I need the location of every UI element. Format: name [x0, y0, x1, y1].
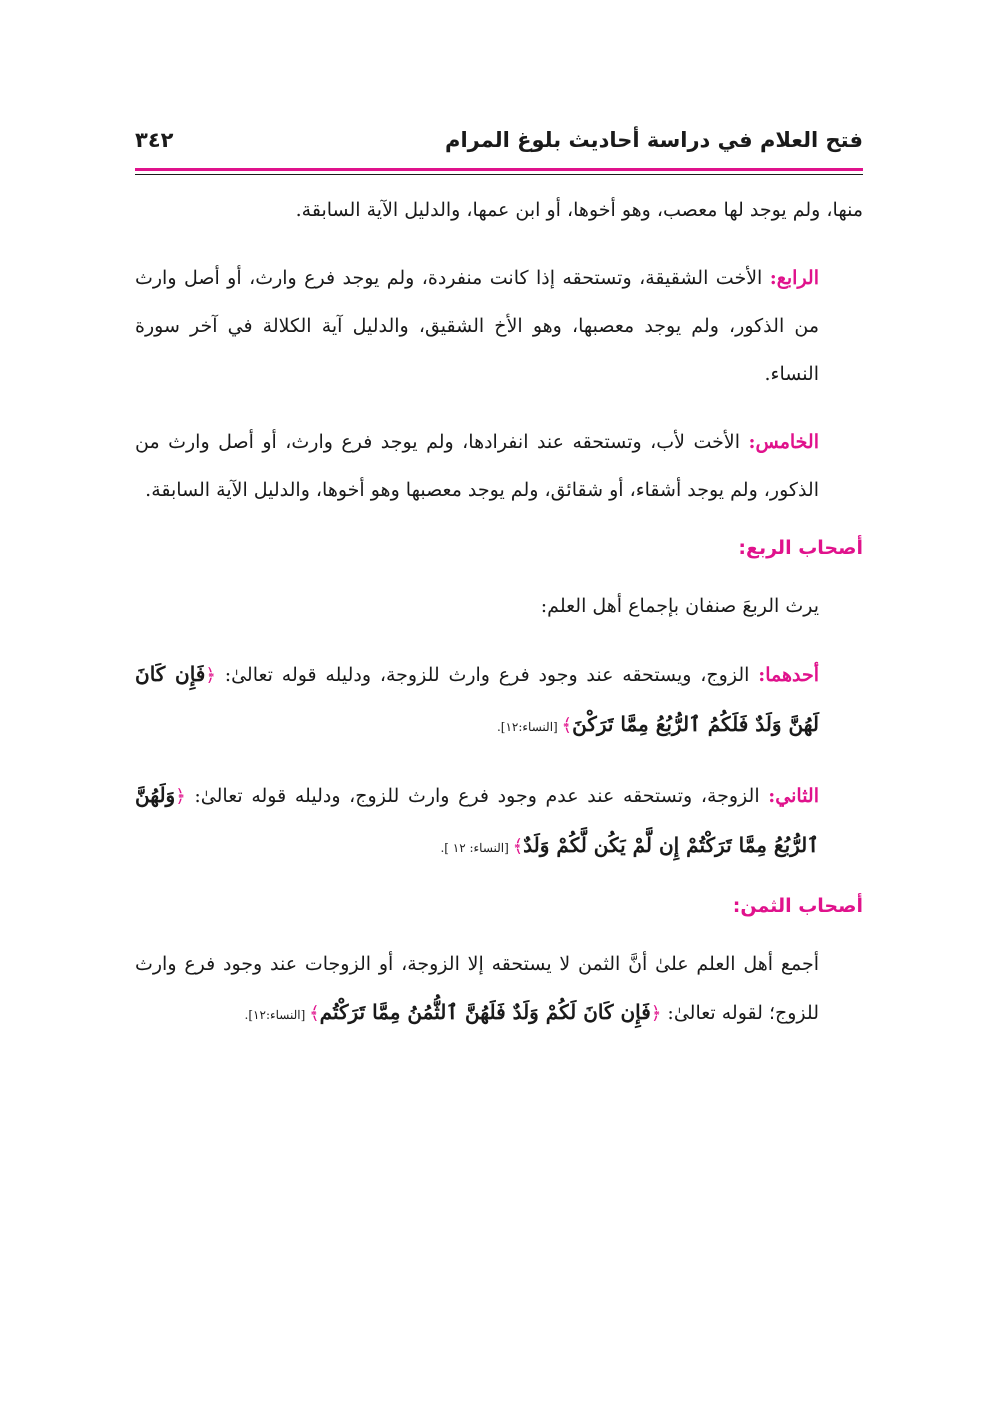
- term-label: الثاني:: [768, 785, 819, 807]
- ornate-bracket-open: ﴿: [650, 1003, 662, 1024]
- paragraph-intro-quarter: [135, 582, 863, 630]
- quran-verse: فَإِن كَانَ لَكُمْ وَلَدٌ فَلَهُنَّ ٱلثُّمُنُ مِمَّا تَرَكْتُم: [319, 1000, 651, 1024]
- paragraph-text: يرث الربعَ صنفان بإجماع أهل العلم:: [540, 595, 819, 617]
- ornate-bracket-open: ﴿: [175, 786, 186, 807]
- paragraph-fourth: [135, 254, 863, 398]
- paragraph-text: أجمع أهل العلم علىٰ أنَّ الثمن لا يستحقه إلا الزوجة، أو الزوجات عند وجود فرع وارث للزوج؛ لقوله تعالىٰ:: [135, 953, 819, 1024]
- term-label: الرابع:: [769, 267, 819, 289]
- paragraph-continuation: [135, 186, 863, 234]
- book-title: فتح العلام في دراسة أحاديث بلوغ المرام: [445, 128, 863, 152]
- section-heading-eighth: أصحاب الثمن:: [732, 895, 863, 917]
- spacer: [135, 398, 863, 418]
- page-number: ٣٤٢: [135, 128, 174, 152]
- book-page: [135, 0, 863, 1418]
- page-body: [135, 186, 863, 1039]
- section-heading-quarter: أصحاب الربع:: [738, 537, 863, 559]
- paragraph-wife: [135, 771, 863, 872]
- spacer: [135, 751, 863, 771]
- paragraph-text: منها، ولم يوجد لها معصب، وهو أخوها، أو ابن عمها، والدليل الآية السابقة.: [295, 199, 863, 221]
- spacer: [135, 630, 863, 650]
- spacer: [135, 872, 863, 882]
- spacer: [135, 234, 863, 254]
- term-label: أحدهما:: [758, 664, 819, 686]
- quran-verse: وَلَهُنَّ ٱلرُّبُعُ مِمَّا تَرَكْتُمْ إِن لَّمْ يَكُن لَّكُمْ وَلَدٌ: [135, 783, 819, 857]
- ornate-bracket-open: ﴿: [205, 665, 216, 686]
- paragraph-husband: [135, 650, 863, 751]
- quran-verse: فَإِن كَانَ لَهُنَّ وَلَدٌ فَلَكُمُ ٱلرُّبُعُ مِمَّا تَرَكْنَ: [135, 662, 819, 736]
- paragraph-text: الزوجة، وتستحقه عند عدم وجود فرع وارث للزوج، ودليله قوله تعالىٰ:: [185, 785, 769, 807]
- ornate-bracket-close: ﴾: [309, 1003, 320, 1024]
- spacer: [135, 572, 863, 582]
- verse-reference: [النساء: ١٢ ].: [440, 841, 513, 855]
- verse-reference: [النساء:١٢].: [496, 720, 562, 734]
- running-header: [135, 124, 863, 164]
- header-rule: [135, 174, 863, 175]
- spacer: [135, 514, 863, 524]
- paragraph-text: الزوج، ويستحقه عند وجود فرع وارث للزوجة، ودليله قوله تعالىٰ:: [215, 664, 759, 686]
- header-rule-accent: [135, 168, 863, 171]
- paragraph-fifth: [135, 418, 863, 514]
- spacer: [135, 930, 863, 940]
- ornate-bracket-close: ﴾: [561, 715, 573, 736]
- paragraph-text: الأخت لأب، وتستحقه عند انفرادها، ولم يوجد فرع وارث، أو أصل وارث من الذكور، ولم يوجد أشقاء، أو شقائق، ولم يوجد معصبها وهو أخوها، والدليل الآية السابقة.: [135, 431, 819, 501]
- term-label: الخامس:: [748, 431, 819, 453]
- ornate-bracket-close: ﴾: [512, 836, 524, 857]
- verse-reference: [النساء:١٢].: [244, 1008, 310, 1022]
- paragraph-text: الأخت الشقيقة، وتستحقه إذا كانت منفردة، ولم يوجد فرع وارث، أو أصل وارث من الذكور، ولم يوجد معصبها، وهو الأخ الشقيق، والدليل آية الكلالة في آخر سورة النساء.: [135, 267, 819, 385]
- paragraph-eighth: [135, 940, 863, 1039]
